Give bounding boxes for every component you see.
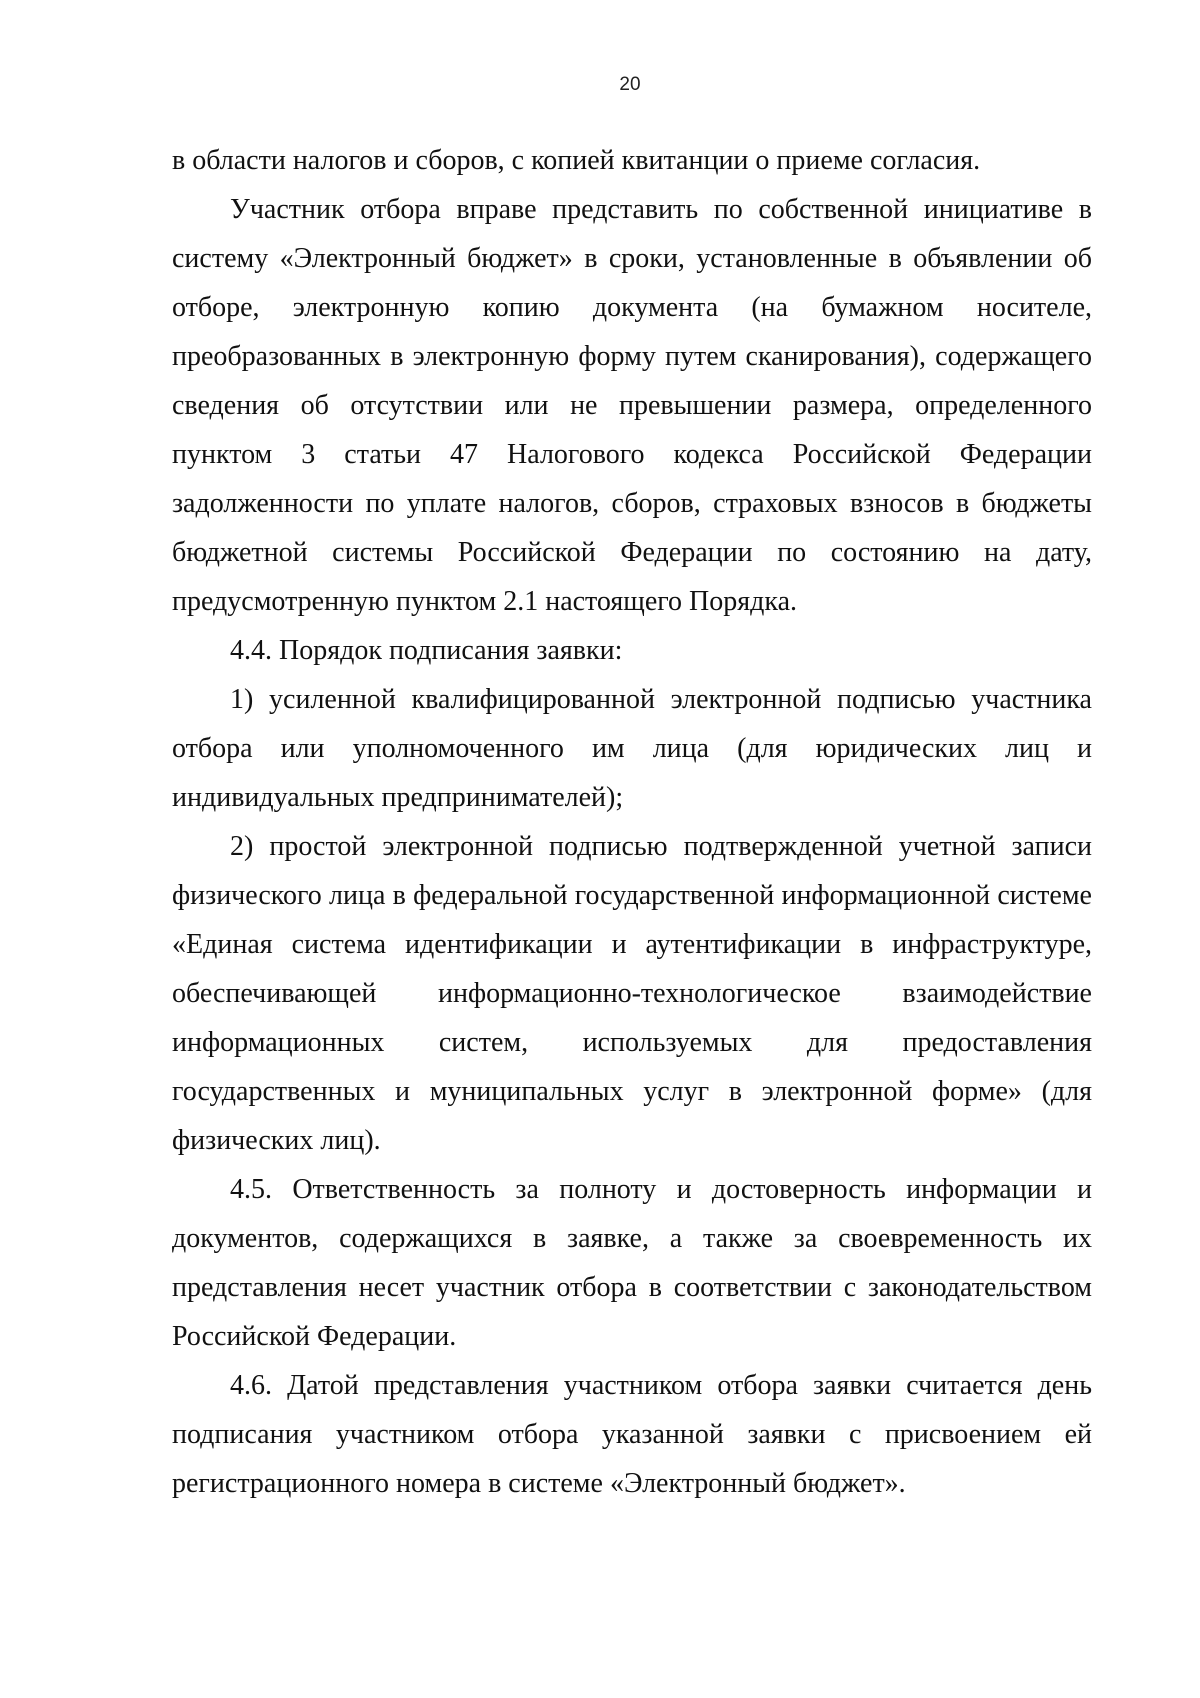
list-item-1: 1) усиленной квалифицированной электронной подписью участника отбора или уполномоченного им лица (для юридических лиц и индивидуальных предпринимателей);	[172, 684, 1092, 813]
document-body	[172, 136, 1092, 1508]
list-item-2: 2) простой электронной подписью подтвержденной учетной записи физического лица в федеральной государственной информационной системе «Единая система идентификации и аутентификации в инфраструктуре, обеспечивающей информационно-технологическое взаимодействие информационных систем, используемых для предоставления государственных и муниципальных услуг в электронной форме» (для физических лиц).	[172, 831, 1092, 1156]
paragraph-self-initiative: Участник отбора вправе представить по собственной инициативе в систему «Электронный бюджет» в сроки, установленные в объявлении об отборе, электронную копию документа (на бумажном носителе, преобразованных в электронную форму путем сканирования), содержащего сведения об отсутствии или не превышении размера, определенного пунктом 3 статьи 47 Налогового кодекса Российской Федерации задолженности по уплате налогов, сборов, страховых взносов в бюджеты бюджетной системы Российской Федерации по состоянию на дату, предусмотренную пунктом 2.1 настоящего Порядка.	[172, 194, 1092, 617]
section-4-6: 4.6. Датой представления участником отбора заявки считается день подписания участником отбора указанной заявки с присвоением ей регистрационного номера в системе «Электронный бюджет».	[172, 1370, 1092, 1499]
section-4-5: 4.5. Ответственность за полноту и достоверность информации и документов, содержащихся в заявке, а также за своевременность их представления несет участник отбора в соответствии с законодательством Российской Федерации.	[172, 1174, 1092, 1352]
page-number: 20	[619, 74, 641, 95]
paragraph-continuation: в области налогов и сборов, с копией квитанции о приеме согласия.	[172, 145, 981, 176]
section-heading-4-4: 4.4. Порядок подписания заявки:	[230, 635, 623, 666]
